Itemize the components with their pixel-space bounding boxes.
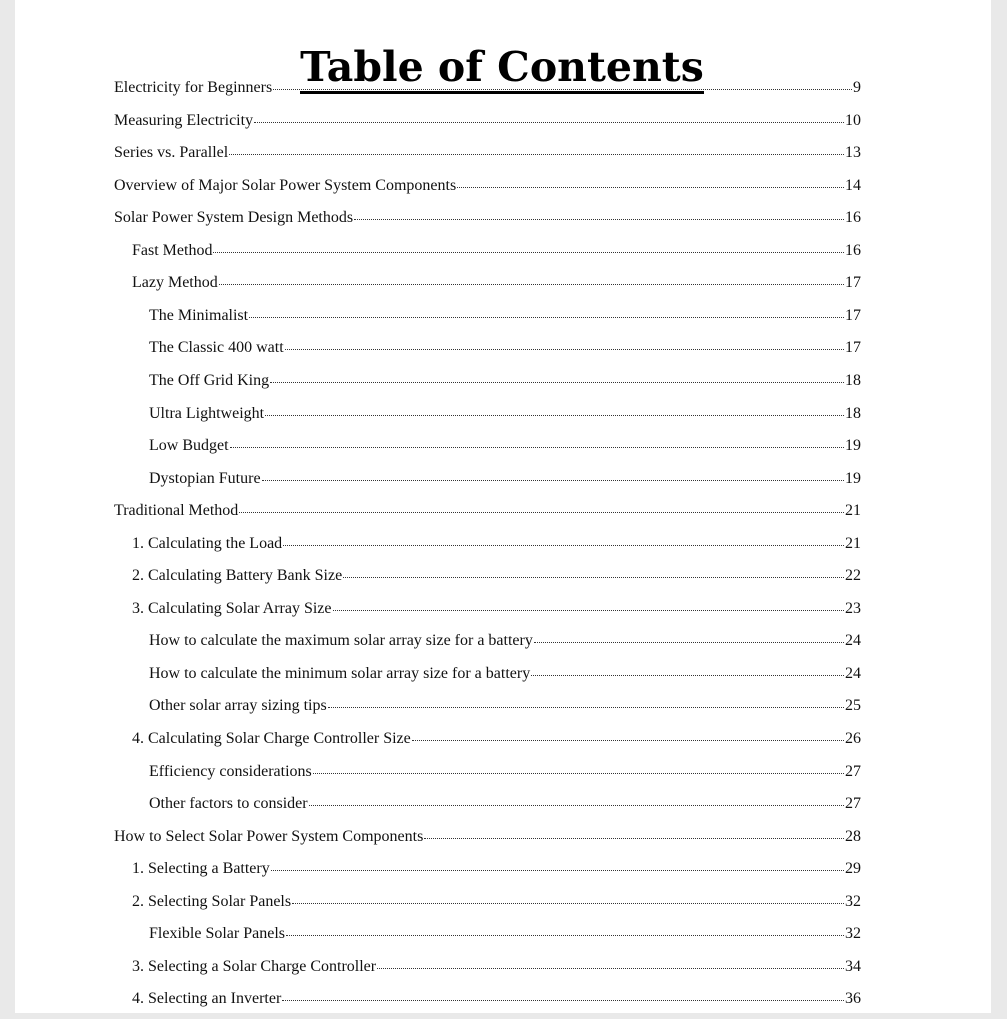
toc-entry-page-number: 28 bbox=[845, 827, 861, 845]
toc-entry-page-number: 23 bbox=[845, 599, 861, 617]
toc-entry-page-number: 25 bbox=[845, 697, 861, 715]
toc-entry[interactable] bbox=[132, 955, 861, 987]
dot-leader bbox=[229, 141, 844, 157]
toc-entry[interactable] bbox=[149, 304, 861, 336]
toc-entry[interactable] bbox=[114, 109, 861, 141]
dot-leader bbox=[457, 174, 844, 190]
toc-entry-label: 2. Calculating Battery Bank Size bbox=[132, 567, 343, 585]
toc-entry-label: Measuring Electricity bbox=[114, 111, 254, 129]
dot-leader bbox=[343, 564, 844, 580]
dot-leader bbox=[424, 825, 844, 841]
dot-leader bbox=[328, 694, 844, 710]
dot-leader bbox=[262, 467, 844, 483]
toc-entry-label: Electricity for Beginners bbox=[114, 79, 273, 96]
toc-entry[interactable] bbox=[114, 206, 861, 238]
toc-entry-page-number: 17 bbox=[845, 274, 861, 292]
toc-entry[interactable] bbox=[132, 857, 861, 889]
toc-entry[interactable] bbox=[114, 174, 861, 206]
dot-leader bbox=[377, 955, 844, 971]
dot-leader bbox=[254, 109, 844, 125]
toc-entry-label: Other factors to consider bbox=[149, 795, 308, 813]
dot-leader bbox=[354, 206, 844, 222]
toc-entry-page-number: 24 bbox=[845, 664, 861, 682]
dot-leader bbox=[265, 402, 844, 418]
dot-leader bbox=[282, 987, 844, 1003]
toc-entry-page-number: 10 bbox=[845, 111, 861, 129]
toc-entry[interactable] bbox=[149, 402, 861, 434]
toc-entry[interactable] bbox=[132, 890, 861, 922]
toc-entry-label: 4. Selecting an Inverter bbox=[132, 990, 282, 1008]
toc-entry-page-number: 36 bbox=[845, 990, 861, 1008]
toc-entry[interactable] bbox=[149, 467, 861, 499]
dot-leader bbox=[271, 857, 844, 873]
toc-entry-page-number: 21 bbox=[845, 534, 861, 552]
toc-entry[interactable] bbox=[114, 141, 861, 173]
dot-leader bbox=[270, 369, 844, 385]
dot-leader bbox=[249, 304, 844, 320]
toc-entry[interactable] bbox=[114, 76, 861, 108]
toc-entry-page-number: 9 bbox=[853, 79, 861, 96]
page-title-text: Table of Contents bbox=[300, 43, 704, 94]
toc-entry-page-number: 19 bbox=[845, 469, 861, 487]
toc-entry-page-number: 18 bbox=[845, 371, 861, 389]
toc-entry-page-number: 16 bbox=[845, 241, 861, 259]
toc-entry-page-number: 32 bbox=[845, 925, 861, 943]
toc-entry-page-number: 22 bbox=[845, 567, 861, 585]
dot-leader bbox=[230, 434, 844, 450]
toc-entry[interactable] bbox=[132, 597, 861, 629]
toc-entry-label: Efficiency considerations bbox=[149, 762, 312, 780]
toc-entry-page-number: 29 bbox=[845, 860, 861, 878]
dot-leader bbox=[333, 597, 844, 613]
toc-entry-label: Fast Method bbox=[132, 241, 213, 259]
toc-entry[interactable] bbox=[132, 564, 861, 596]
toc-entry[interactable] bbox=[132, 271, 861, 303]
dot-leader bbox=[531, 662, 844, 678]
toc-entry-page-number: 21 bbox=[845, 502, 861, 520]
dot-leader bbox=[213, 239, 844, 255]
toc-entry-page-number: 17 bbox=[845, 306, 861, 324]
toc-entry-page-number: 26 bbox=[845, 730, 861, 747]
dot-leader bbox=[273, 76, 852, 92]
toc-entry-label: The Classic 400 watt bbox=[149, 339, 284, 357]
toc-entry[interactable] bbox=[132, 239, 861, 271]
toc-entry[interactable] bbox=[149, 662, 861, 694]
toc-entry-page-number: 34 bbox=[845, 957, 861, 975]
toc-entry-label: Series vs. Parallel bbox=[114, 144, 229, 162]
toc-entry[interactable] bbox=[114, 499, 861, 531]
toc-entry-page-number: 32 bbox=[845, 892, 861, 910]
dot-leader bbox=[313, 760, 844, 776]
toc-entry-label: 2. Selecting Solar Panels bbox=[132, 892, 292, 910]
toc-entry-page-number: 27 bbox=[845, 795, 861, 813]
toc-entry[interactable] bbox=[132, 987, 861, 1019]
dot-leader bbox=[412, 727, 844, 743]
toc-entry-label: The Off Grid King bbox=[149, 371, 270, 389]
toc-entry-label: How to calculate the minimum solar array size for a battery bbox=[149, 664, 531, 682]
toc-entry-label: How to Select Solar Power System Components bbox=[114, 827, 424, 845]
toc-entry[interactable] bbox=[132, 532, 861, 564]
toc-entry-page-number: 24 bbox=[845, 632, 861, 650]
toc-entry-label: Overview of Major Solar Power System Components bbox=[114, 176, 457, 194]
dot-leader bbox=[285, 336, 844, 352]
toc-entry-label: Low Budget bbox=[149, 437, 229, 455]
toc-entry[interactable] bbox=[149, 369, 861, 401]
toc-entry[interactable] bbox=[114, 825, 861, 857]
toc-entry-label: Solar Power System Design Methods bbox=[114, 209, 354, 227]
toc-entry-label: The Minimalist bbox=[149, 306, 249, 324]
dot-leader bbox=[286, 922, 844, 938]
toc-entry[interactable] bbox=[149, 922, 861, 954]
dot-leader bbox=[283, 532, 844, 548]
toc-entry[interactable] bbox=[149, 760, 861, 792]
toc-entry[interactable] bbox=[149, 694, 861, 726]
dot-leader bbox=[219, 271, 844, 287]
toc-entry-label: 3. Selecting a Solar Charge Controller bbox=[132, 957, 377, 975]
toc-entry[interactable] bbox=[149, 792, 861, 824]
toc-entry-label: 1. Calculating the Load bbox=[132, 534, 283, 552]
toc-entry-label: 1. Selecting a Battery bbox=[132, 860, 270, 878]
toc-entry-label: Other solar array sizing tips bbox=[149, 697, 327, 715]
toc-entry-label: Flexible Solar Panels bbox=[149, 925, 285, 943]
toc-entry-page-number: 16 bbox=[845, 209, 861, 227]
toc-entry[interactable] bbox=[149, 629, 861, 661]
toc-entry-label: 3. Calculating Solar Array Size bbox=[132, 599, 332, 617]
toc-entry-page-number: 14 bbox=[845, 176, 861, 194]
dot-leader bbox=[534, 629, 844, 645]
toc-entry-label: Lazy Method bbox=[132, 274, 218, 292]
toc-entry-label: Traditional Method bbox=[114, 502, 239, 520]
toc-entry-page-number: 18 bbox=[845, 404, 861, 422]
toc-entry-page-number: 13 bbox=[845, 144, 861, 162]
dot-leader bbox=[309, 792, 844, 808]
toc-entry[interactable] bbox=[132, 727, 861, 759]
toc-entry-label: Ultra Lightweight bbox=[149, 404, 265, 422]
toc-entry[interactable] bbox=[149, 434, 861, 466]
dot-leader bbox=[292, 890, 844, 906]
toc-entry-label: Dystopian Future bbox=[149, 469, 261, 487]
toc-entry-page-number: 17 bbox=[845, 339, 861, 357]
toc-entry[interactable] bbox=[149, 336, 861, 368]
dot-leader bbox=[239, 499, 844, 515]
toc-entry-label: How to calculate the maximum solar array size for a battery bbox=[149, 632, 533, 650]
toc-entry-page-number: 27 bbox=[845, 762, 861, 780]
toc-entry-page-number: 19 bbox=[845, 437, 861, 455]
toc-entry-label: 4. Calculating Solar Charge Controller Size bbox=[132, 730, 411, 747]
